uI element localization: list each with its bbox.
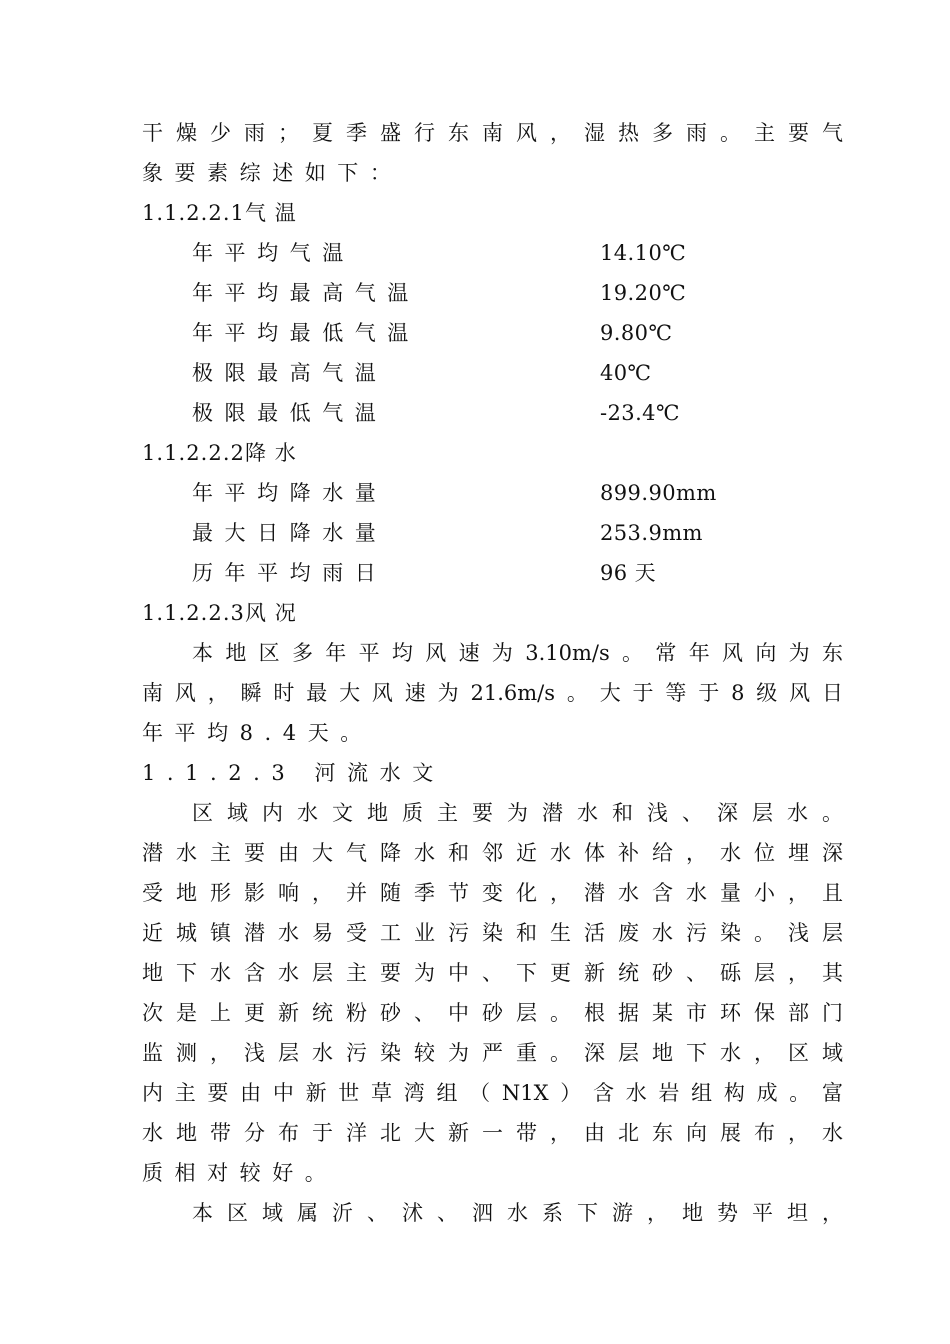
section-heading-precipitation: 1.1.2.2.2降 水: [142, 441, 297, 465]
body-text-line: 本区域属沂、沭、泗水系下游，地势平坦，: [192, 1201, 843, 1225]
body-text-line: 年平均8.4天。: [142, 721, 373, 745]
row-label: 年平均气温: [192, 241, 355, 265]
row-value: 14.10℃: [600, 241, 687, 265]
row-label: 极限最高气温: [192, 361, 388, 385]
data-row: [192, 553, 843, 593]
data-row: [192, 273, 843, 313]
data-row: [192, 313, 843, 353]
body-text-line: 内主要由中新世草湾组（N1X）含水岩组构成。富: [142, 1081, 843, 1105]
row-label: 年平均最低气温: [192, 321, 420, 345]
body-text-line: 潜水主要由大气降水和邻近水体补给，水位埋深: [142, 841, 843, 865]
data-row: [192, 473, 843, 513]
row-value: 899.90mm: [600, 481, 717, 505]
data-row: [192, 393, 843, 433]
row-value: 253.9mm: [600, 521, 703, 545]
row-label: 年平均最高气温: [192, 281, 420, 305]
body-text-line: 地下水含水层主要为中、下更新统砂、砾层，其: [142, 961, 843, 985]
row-label: 极限最低气温: [192, 401, 388, 425]
body-text-line: 监测，浅层水污染较为严重。深层地下水，区域: [142, 1041, 843, 1065]
body-text-line: 水地带分布于洋北大新一带，由北东向展布，水: [142, 1121, 843, 1145]
section-heading-temperature: 1.1.2.2.1气 温: [142, 201, 297, 225]
row-label: 历年平均雨日: [192, 561, 388, 585]
body-text-line: 近城镇潜水易受工业污染和生活废水污染。浅层: [142, 921, 843, 945]
row-value: 40℃: [600, 361, 652, 385]
data-row: [192, 233, 843, 273]
data-row: [192, 513, 843, 553]
section-heading-wind: 1.1.2.2.3风 况: [142, 601, 297, 625]
row-value: 19.20℃: [600, 281, 687, 305]
row-value: -23.4℃: [600, 401, 680, 425]
body-text-line: 象要素综述如下：: [142, 161, 403, 185]
section-heading-hydrology: 1.1.2.3 河流水文: [142, 761, 445, 785]
row-value: 9.80℃: [600, 321, 673, 345]
body-text-line: 质相对较好。: [142, 1161, 338, 1185]
row-value: 96 天: [600, 561, 657, 585]
body-text-line: 区域内水文地质主要为潜水和浅、深层水。: [192, 801, 843, 825]
body-text-line: 次是上更新统粉砂、中砂层。根据某市环保部门: [142, 1001, 843, 1025]
row-label: 年平均降水量: [192, 481, 388, 505]
body-text-line: 受地形影响，并随季节变化，潜水含水量小，且: [142, 881, 843, 905]
body-text-line: 南风，瞬时最大风速为21.6m/s。大于等于8级风日: [142, 681, 843, 705]
data-row: [192, 353, 843, 393]
row-label: 最大日降水量: [192, 521, 388, 545]
body-text-line: 干燥少雨；夏季盛行东南风，湿热多雨。主要气: [142, 121, 843, 145]
body-text-line: 本地区多年平均风速为3.10m/s。常年风向为东: [192, 641, 843, 665]
